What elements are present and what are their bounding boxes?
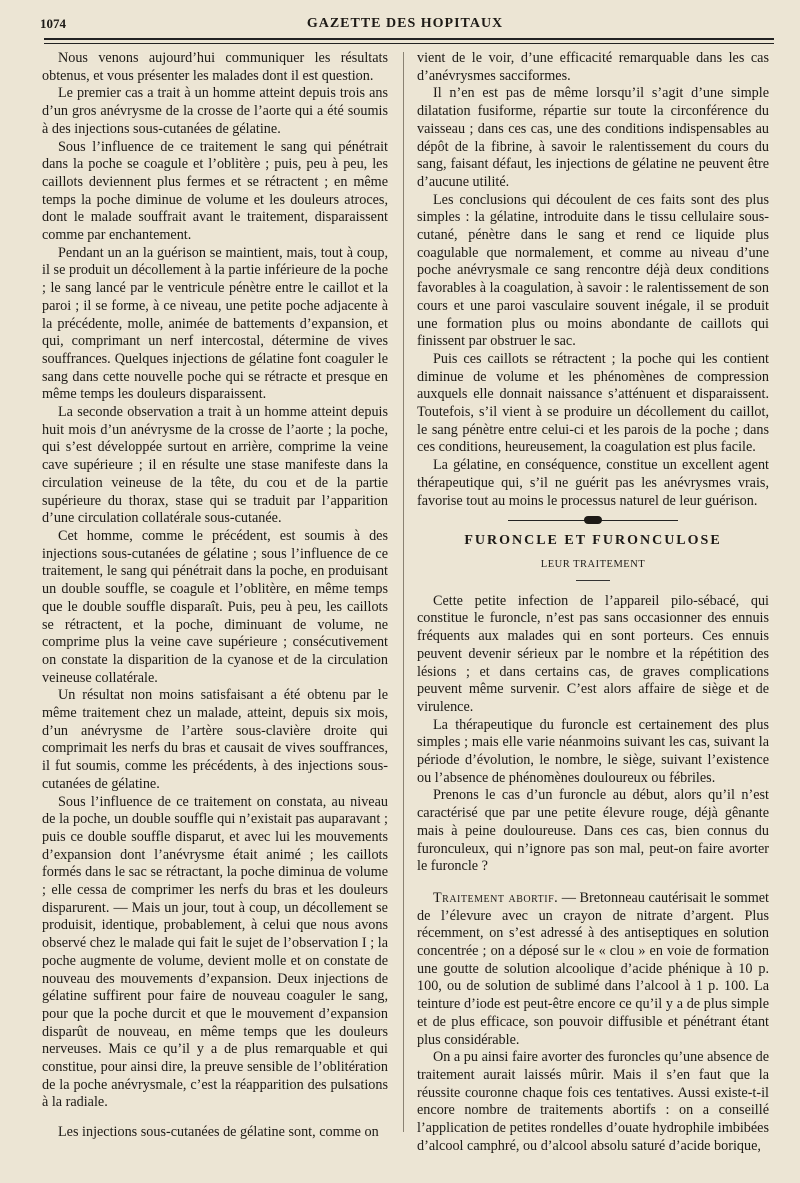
paragraph: vient de le voir, d’une efficacité remarquable dans les cas d’anévrysmes sacciformes. <box>417 50 769 84</box>
section-divider <box>508 516 678 524</box>
paragraph-text: — Bretonneau cautérisait le sommet de l’élevure avec un crayon de nitrate d’argent. Plus récemment, on s’est adressé à des antiseptiques en solution concentrée ; on a déposé sur le « clou » en voie de formation une goutte de solution alcoolique d’acide phénique à 10 p. 100, ou de solution de sublimé dans l’alcool à 1 p. 100. La teinture d’iode est peut-être encore ce qu’il y a de plus simple et de plus efficace, son pouvoir diffusible et pénétrant étant plus considérable. <box>417 889 769 1048</box>
section-title: FURONCLE ET FURONCULOSE <box>464 533 722 549</box>
left-column <box>42 50 388 1142</box>
paragraph: Le premier cas a trait à un homme atteint depuis trois ans d’un gros anévrysme de la crosse de l’aorte qui a été soumis à des injections sous-cutanées de gélatine. <box>42 85 388 137</box>
header-rule <box>44 38 774 44</box>
paragraph: On a pu ainsi faire avorter des furoncles qu’une absence de traitement aurait laissés mûrir. Mais il s’en faut que la réussite couronne chaque fois ces tentatives. Aussi existe-t-il encore nombre de traitements abortifs : on a conseillé l’application de petites rondelles d’ouate hydrophile imbibées d’alcool camphré, ou d’alcool absolu saturé d’acide borique, <box>417 1049 769 1154</box>
paragraph: La gélatine, en conséquence, constitue un excellent agent thérapeutique qui, s’il ne guérit pas les anévrysmes vrais, favorise tout au moins le processus naturel de leur guérison. <box>417 457 769 509</box>
paragraph: Sous l’influence de ce traitement on constata, au niveau de la poche, un double souffle qui n’existait pas auparavant ; puis ce double souffle disparut, et avec lui les mouvements d’expansion dont l’anévrysme était animé ; les caillots formés dans le sac se rétractant, la poche diminua de volume ; elle cessa de comprimer les nerfs du bras et les douleurs disparurent. — Mais un jour, tout à coup, un décollement se produisit, identique, probablement, à celui que nous avons observé chez le malade qui fait le sujet de l’observation I ; la poche augmente de volume, devient molle et on constate de nouveau des mouvements d’expansion. Deux injections de gélatine suffirent pour faire de nouveau coaguler le sang, pour que la poche durcit et que le mouvement d’expansion disparût de nouveau, en même temps que les douleurs nerveuses. Mais ce qu’il y a de plus remarquable et qui constitue, pour ainsi dire, la preuve sensible de l’oblitération de la poche anévrysmale, c’est la réapparition des pulsations à la radiale. <box>42 793 388 1111</box>
paragraph <box>417 890 769 1049</box>
section-subtitle: LEUR TRAITEMENT <box>540 558 646 570</box>
right-column <box>417 50 769 1155</box>
paragraph: Puis ces caillots se rétractent ; la poche qui les contient diminue de volume et les phénomènes de compression auxquels elle donnait naissance s’atténuent et disparaissent. Toutefois, s’il vient à se produire un décollement du caillot, le sang pénètre entre celui-ci et les parois de la poche ; dans ces conditions, heureusement, la coagulation est plus facile. <box>417 350 769 456</box>
paragraph: La thérapeutique du furoncle est certainement des plus simples ; mais elle varie néanmoins suivant les cas, suivant la période d’évolution, le nombre, le siège, suivant l’existence ou l’absence de phénomènes douloureux ou fébriles. <box>417 716 769 786</box>
journal-title: GAZETTE DES HOPITAUX <box>306 16 504 31</box>
paragraph: Nous venons aujourd’hui communiquer les résultats obtenus, et vous présenter les malades dont il est question. <box>42 50 388 84</box>
page-number: 1074 <box>40 16 66 31</box>
paragraph: Les conclusions qui découlent de ces faits sont des plus simples : la gélatine, introduite dans le tissu cellulaire sous-cutané, pénètre dans le sang et rend ce liquide plus coagulable que normalement, et comme au niveau d’une poche anévrysmale ce sang rencontre déjà deux conditions favorables à la coagulation, à savoir : le ralentissement de son cours et une paroi vasculaire souvent inégale, il se produit une formation plus ou moins abondante de caillots qui finissent par obstruer le sac. <box>417 191 769 350</box>
subtitle-rule <box>576 580 610 581</box>
paragraph: Pendant un an la guérison se maintient, mais, tout à coup, il se produit un décollement à la partie inférieure de la poche ; le sang lancé par le ventricule pénètre entre le caillot et la paroi ; il se forme, à ce niveau, une petite poche adjacente à la précédente, molle, animée de battements d’expansion, et qui, comprimant un nerf intercostal, détermine de vives souffrances. Quelques injections de gélatine font coaguler le sang dans cette nouvelle poche qui se rétracte et presque en même temps les douleurs disparaissent. <box>42 244 388 403</box>
paragraph: Prenons le cas d’un furoncle au début, alors qu’il n’est caractérisé que par une petite élevure rouge, déjà gênante mais à peine douloureuse. Dans ces cas, bien connus du furonculeux, qui n’ignore pas son mal, peut-on faire avorter le furoncle ? <box>417 787 769 875</box>
paragraph: Cet homme, comme le précédent, est soumis à des injections sous-cutanées de gélatine ; sous l’influence de ce traitement, le sang qui pénétrait dans la poche, en produisant un double souffle, se coagule et l’oblitère, en même temps que le double souffle disparaît. Puis, peu à peu, les caillots se rétractent, et la poche, diminuant de volume, ne comprime plus la veine cave supérieure ; consécutivement on constate la disparition de la cyanose et de la circulation veineuse collatérale. <box>42 527 388 686</box>
page-header <box>40 14 770 36</box>
paragraph: Un résultat non moins satisfaisant a été obtenu par le même traitement chez un malade, atteint, depuis six mois, d’un anévrysme de l’artère sous-clavière droite qui comprimait les nerfs du bras et causait de vives souffrances, il fut soumis, comme les précédents, à des injections sous-cutanées de gélatine. <box>42 687 388 792</box>
paragraph: Sous l’influence de ce traitement le sang qui pénétrait dans la poche se coagule et l’oblitère ; puis, peu à peu, les caillots deviennent plus fermes et se rétractent ; en même temps la poche diminue de volume et les douleurs atroces, dont le malade souffrait avant le traitement, disparaissent comme par enchantement. <box>42 138 388 244</box>
treatment-label: Traitement abortif. <box>433 889 559 906</box>
paragraph: Les injections sous-cutanées de gélatine sont, comme on <box>58 1124 379 1141</box>
paragraph: Cette petite infection de l’appareil pilo-sébacé, qui constitue le furoncle, n’est pas sans occasionner des ennuis fréquents aux malades qui en sont porteurs. Ces ennuis peuvent devenir sérieux par le nombre et la répétition des lésions ; et dans certains cas, de graves complications peuvent même survenir. C’est alors affaire de siège et de virulence. <box>417 592 769 715</box>
column-separator <box>403 52 404 1132</box>
paragraph: La seconde observation a trait à un homme atteint depuis huit mois d’un anévrysme de la crosse de l’aorte ; la poche, qui s’est développée surtout en arrière, comprime la veine cave supérieure ; il en résulte une stase manifeste dans la circulation veineuse de la tête, du cou et de la partie supérieure du thorax, stase qui se traduit par l’apparition d’une circulation collatérale sous-cutanée. <box>42 404 388 527</box>
paragraph: Il n’en est pas de même lorsqu’il s’agit d’une simple dilatation fusiforme, répartie sur toute la circonférence du vaisseau ; dans ces cas, une des conditions indispensables au dépôt de la fibrine, à savoir le ralentissement du cours du sang, faisant défaut, les injections de gélatine ne peuvent être d’aucune utilité. <box>417 85 769 190</box>
